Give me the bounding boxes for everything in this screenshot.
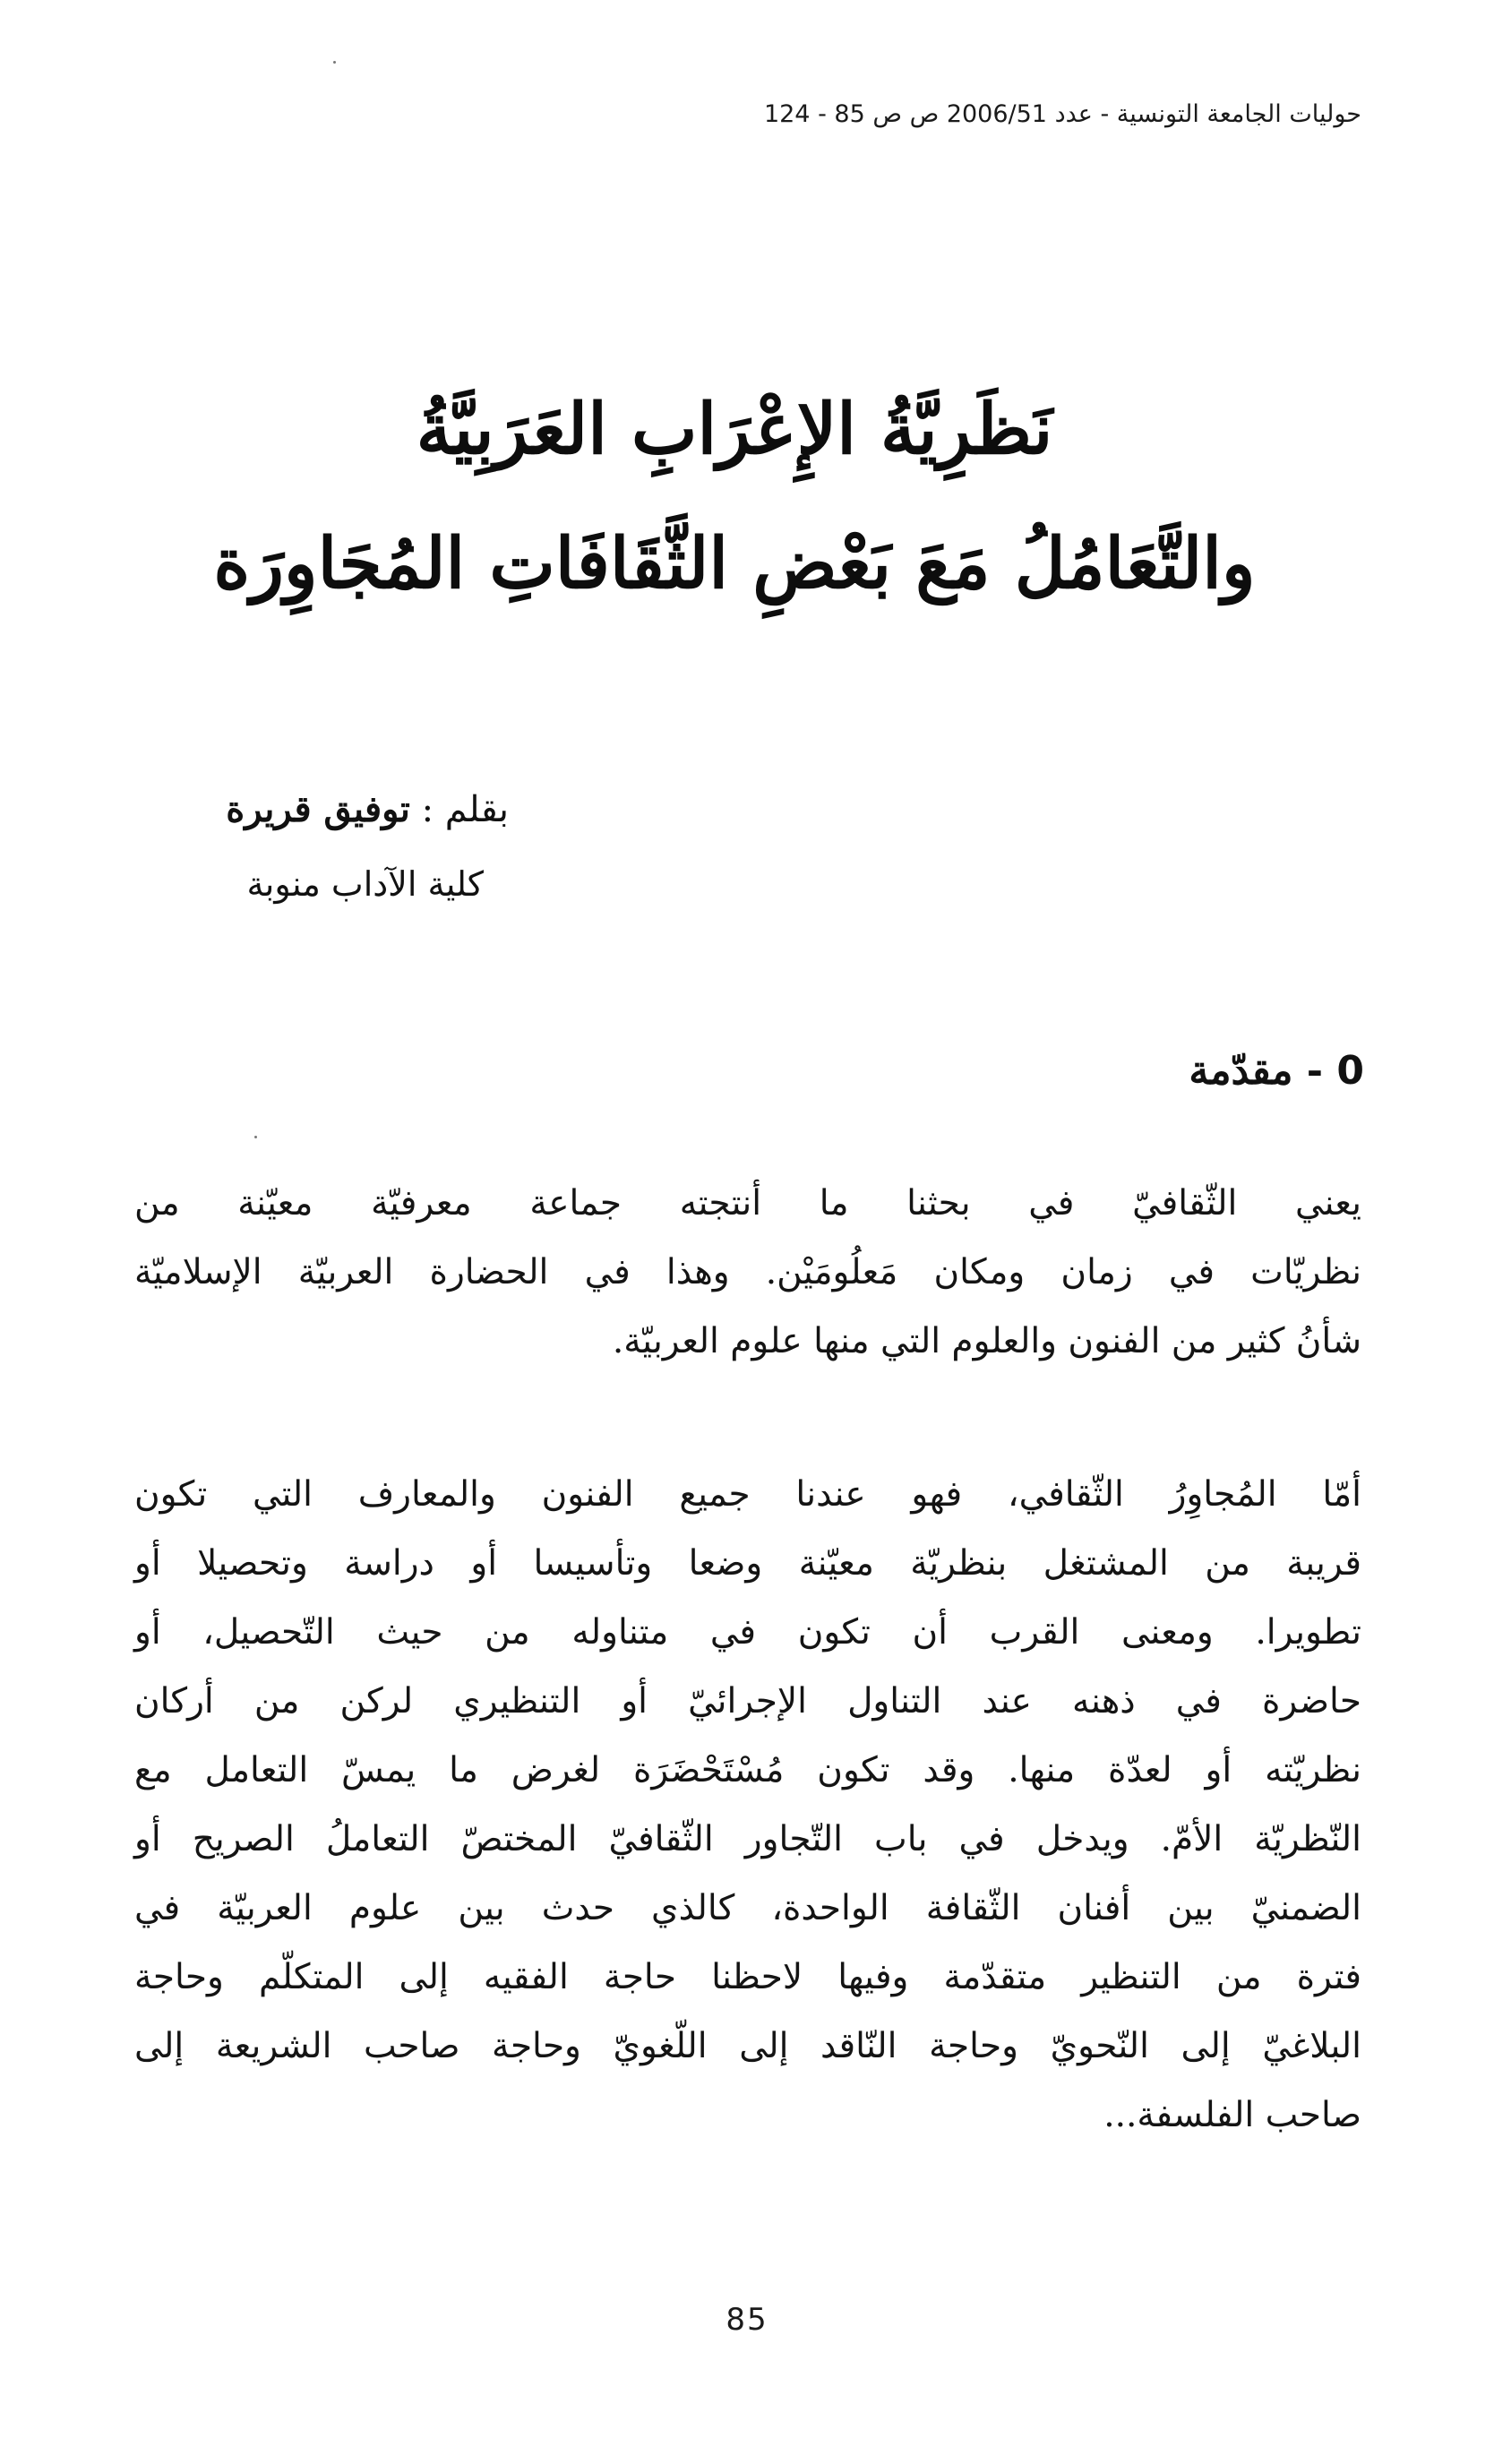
scan-speck	[254, 1136, 257, 1138]
byline-prefix: بقلم :	[409, 789, 509, 830]
paragraph-line: شأنُ كثير من الفنون والعلوم التي منها علوم العربيّة.	[612, 1321, 1361, 1361]
scan-speck	[333, 61, 336, 64]
title-line-2: والتَّعَامُلُ مَعَ بَعْضِ الثَّقَافَاتِ المُجَاوِرَة	[213, 523, 1256, 605]
paragraph-line: نظريّات في زمان ومكان مَعلُومَيْن. وهذا في الحضارة العربيّة الإسلاميّة	[134, 1252, 1361, 1292]
paragraph-line: الضمنيّ بين أفنان الثّقافة الواحدة، كالذي حدث بين علوم العربيّة في	[134, 1888, 1361, 1928]
page-number: 85	[726, 2302, 768, 2338]
paragraph-line: أمّا المُجاوِرُ الثّقافي، فهو عندنا جميع الفنون والمعارف التي تكون	[134, 1474, 1361, 1515]
paragraph-line: فترة من التنظير متقدّمة وفيها لاحظنا حاجة الفقيه إلى المتكلّم وحاجة	[134, 1957, 1361, 1997]
author-affiliation: كلية الآداب منوبة	[246, 864, 484, 904]
author-name: توفيق قريرة	[226, 788, 410, 830]
section-title: مقدّمة	[1189, 1048, 1293, 1094]
paragraph-line: صاحب الفلسفة...	[1103, 2095, 1361, 2135]
section-number: 0	[1336, 1048, 1364, 1094]
paragraph-line: يعني الثّقافيّ في بحثنا ما أنتجته جماعة معرفيّة معيّنة من	[134, 1183, 1361, 1223]
title-line-1: نَظَرِيَّةُ الإِعْرَابِ العَرَبِيَّةُ	[416, 389, 1053, 470]
paragraph-line: النّظريّة الأمّ. ويدخل في باب التّجاور الثّقافيّ المختصّ التعاملُ الصريح أو	[134, 1819, 1361, 1859]
paragraph-line: تطويرا. ومعنى القرب أن تكون في متناوله من حيث التّحصيل، أو	[134, 1612, 1361, 1653]
paragraph-2	[134, 1460, 1361, 2150]
paragraph-1	[134, 1169, 1361, 1376]
byline	[226, 788, 509, 830]
paragraph-line: البلاغيّ إلى النّحويّ وحاجة النّاقد إلى اللّغويّ وحاجة صاحب الشريعة إلى	[134, 2026, 1361, 2066]
paragraph-line: نظريّته أو لعدّة منها. وقد تكون مُسْتَحْضَرَة لغرض ما يمسّ التعامل مع	[134, 1750, 1361, 1790]
section-separator: -	[1292, 1048, 1337, 1094]
running-header: حوليات الجامعة التونسية - عدد 2006/51 ص ص 85 - 124	[763, 100, 1361, 128]
paragraph-line: حاضرة في ذهنه عند التناول الإجرائيّ أو التنظيري لركن من أركان	[134, 1681, 1361, 1721]
section-heading	[1189, 1048, 1364, 1094]
article-title	[206, 363, 1263, 631]
paragraph-line: قريبة من المشتغل بنظريّة معيّنة وضعا وتأسيسا أو دراسة وتحصيلا أو	[134, 1543, 1361, 1584]
